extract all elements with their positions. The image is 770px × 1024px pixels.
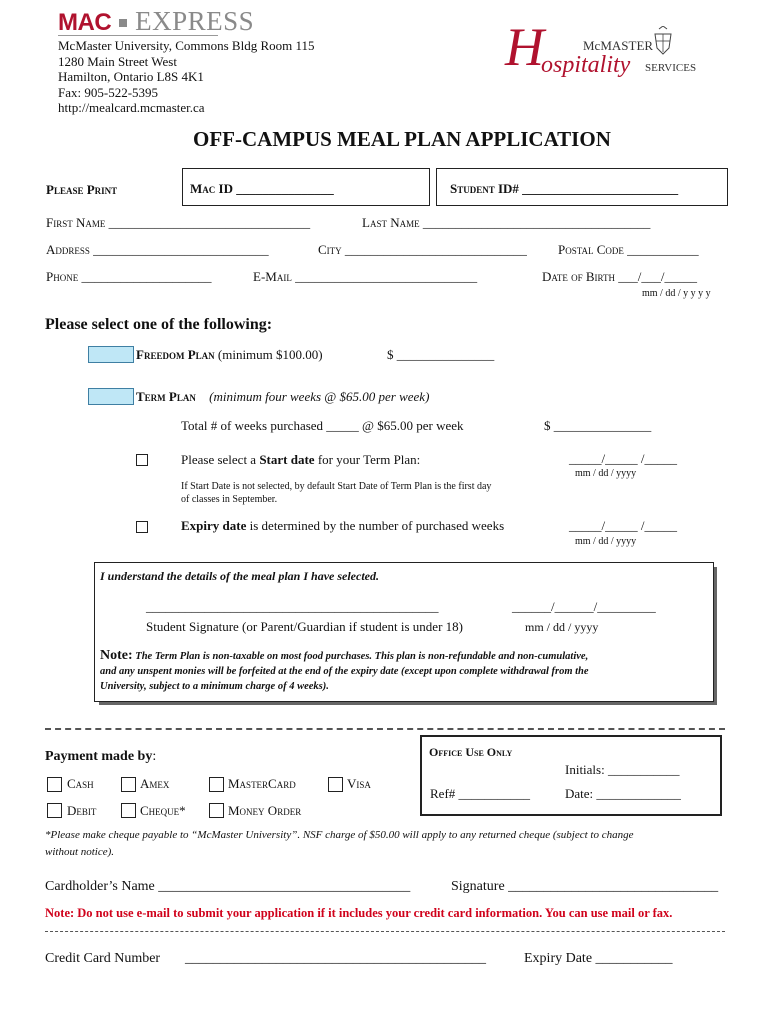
address-line: Fax: 905-522-5395	[58, 84, 159, 100]
signature-label: Student Signature (or Parent/Guardian if student is under 18)	[146, 619, 463, 634]
expiry-date-checkbox[interactable]	[136, 521, 148, 533]
crest-icon	[651, 26, 675, 56]
start-date-format: mm / dd / yyyy	[575, 468, 637, 479]
macexpress-logo	[58, 6, 254, 37]
address-field[interactable]: Address ___________________________	[46, 242, 269, 257]
email-field[interactable]: E-Mail ____________________________	[253, 269, 478, 284]
freedom-amount-field[interactable]: $ _______________	[387, 347, 495, 362]
expiry-date-format: mm / dd / yyyy	[575, 536, 637, 547]
start-date-bold: Start date	[259, 452, 315, 467]
start-date-prefix: Please select a	[181, 452, 260, 467]
student-id-field[interactable]: Student ID# ________________________	[450, 181, 679, 196]
start-date-prompt	[181, 452, 420, 468]
term-plan-minimum: (minimum four weeks @ $65.00 per week)	[209, 389, 430, 404]
signature-date-format: mm / dd / yyyy	[525, 620, 599, 634]
dob-format-hint: mm / dd / y y y y	[642, 288, 711, 299]
signature-date-line[interactable]: ______/______/_________	[512, 599, 656, 614]
freedom-plan-minimum: (minimum $100.00)	[217, 347, 323, 362]
address-block	[58, 38, 315, 116]
money-order-label: Money Order	[228, 803, 302, 818]
initials-field[interactable]: Initials: ___________	[565, 762, 680, 777]
mastercard-label: MasterCard	[228, 776, 296, 791]
cardholder-field[interactable]: Cardholder’s Name ____________________________________	[45, 879, 411, 894]
cheque-note-line-2: without notice).	[45, 846, 115, 858]
cheque-checkbox[interactable]	[121, 803, 136, 818]
note-line-3: University, subject to a minimum charge of 4 weeks).	[100, 681, 329, 692]
address-line: Hamilton, Ontario L8S 4K1	[58, 69, 204, 84]
start-date-note-2: of classes in September.	[181, 494, 278, 505]
form-title: OFF-CAMPUS MEAL PLAN APPLICATION	[193, 127, 611, 151]
debit-label: Debit	[67, 803, 97, 818]
visa-checkbox[interactable]	[328, 777, 343, 792]
term-plan-checkbox[interactable]	[88, 388, 134, 405]
plan-note	[100, 648, 589, 694]
plans-heading: Please select one of the following:	[45, 316, 273, 333]
freedom-plan-label: Freedom Plan	[136, 347, 215, 362]
section-divider	[45, 728, 725, 730]
mac-id-field[interactable]: Mac ID _______________	[190, 181, 334, 196]
hosp-mcmaster-text: McMASTER	[583, 38, 654, 53]
expiry-date-field[interactable]: _____/_____ /_____	[569, 518, 677, 533]
expiry-date-prompt	[181, 518, 504, 534]
money-order-checkbox[interactable]	[209, 803, 224, 818]
card-number-label: Credit Card Number	[45, 951, 161, 966]
amex-checkbox[interactable]	[121, 777, 136, 792]
payment-heading-text: Payment made by	[45, 749, 153, 764]
hospitality-logo	[505, 17, 705, 88]
city-field[interactable]: City ____________________________	[318, 242, 527, 257]
start-date-checkbox[interactable]	[136, 454, 148, 466]
logo-underline	[58, 35, 218, 36]
logo-square-icon	[119, 19, 127, 27]
logo-mac-text: MAC	[58, 9, 112, 36]
expiry-date-bold: Expiry date	[181, 518, 247, 533]
hosp-services-text: SERVICES	[645, 62, 697, 74]
term-plan-row	[136, 389, 429, 405]
term-plan-label: Term Plan	[136, 389, 196, 404]
first-name-field[interactable]: First Name _______________________________	[46, 215, 311, 230]
total-weeks-field[interactable]: Total # of weeks purchased _____ @ $65.00 per week	[181, 418, 464, 433]
amex-label: Amex	[140, 776, 170, 791]
cheque-note	[45, 827, 633, 861]
start-date-note-1: If Start Date is not selected, by default Start Date of Term Plan is the first day	[181, 481, 492, 492]
start-date-field[interactable]: _____/_____ /_____	[569, 451, 677, 466]
note-line-1: The Term Plan is non-taxable on most food purchases. This plan is non-refundable and non-cumulative,	[132, 651, 589, 662]
email-warning: Note: Do not use e-mail to submit your application if it includes your credit card information. You can use mail or fax.	[45, 906, 673, 920]
ref-field[interactable]: Ref# ___________	[430, 786, 531, 801]
phone-field[interactable]: Phone ____________________	[46, 269, 212, 284]
postal-code-field[interactable]: Postal Code ___________	[558, 242, 699, 257]
note-label: Note:	[100, 648, 133, 663]
please-print-label: Please Print	[46, 182, 118, 197]
note-line-2: and any unspent monies will be forfeited at the end of the expiry date (except upon complete withdrawal from the	[100, 666, 589, 677]
dob-field[interactable]: Date of Birth ___/___/_____	[542, 269, 697, 284]
hosp-h-letter: H	[505, 17, 544, 77]
understand-statement: I understand the details of the meal plan I have selected.	[100, 569, 379, 583]
freedom-plan-row	[136, 347, 323, 363]
payment-heading	[45, 749, 156, 765]
office-use-heading: Office Use Only	[429, 745, 513, 759]
cheque-label: Cheque*	[140, 803, 186, 818]
card-divider	[45, 931, 725, 932]
cheque-note-line-1: *Please make cheque payable to “McMaster University”. NSF charge of $50.00 will apply to any returned cheque (subject to change	[45, 829, 634, 841]
address-line: 1280 Main Street West	[58, 53, 177, 69]
office-date-field[interactable]: Date: _____________	[565, 786, 681, 801]
freedom-plan-checkbox[interactable]	[88, 346, 134, 363]
total-amount-field[interactable]: $ _______________	[544, 418, 652, 433]
website-link[interactable]: http://mealcard.mcmaster.ca	[58, 100, 205, 115]
cash-label: Cash	[67, 776, 94, 791]
logo-express-text: EXPRESS	[135, 6, 255, 36]
hosp-ospitality-text: ospitality	[541, 52, 631, 78]
card-number-field[interactable]: ___________________________________________	[185, 951, 486, 966]
expiry-date-suffix: is determined by the number of purchased weeks	[246, 518, 505, 533]
signature-line[interactable]: _____________________________________________	[146, 599, 439, 614]
payment-heading-colon: :	[152, 749, 157, 764]
visa-label: Visa	[347, 776, 371, 791]
debit-checkbox[interactable]	[47, 803, 62, 818]
signature-field[interactable]: Signature ______________________________	[451, 879, 719, 894]
address-line: McMaster University, Commons Bldg Room 115	[58, 38, 315, 53]
mastercard-checkbox[interactable]	[209, 777, 224, 792]
start-date-suffix: for your Term Plan:	[314, 452, 421, 467]
cash-checkbox[interactable]	[47, 777, 62, 792]
last-name-field[interactable]: Last Name ___________________________________	[362, 215, 651, 230]
card-expiry-field[interactable]: Expiry Date ___________	[524, 951, 673, 966]
